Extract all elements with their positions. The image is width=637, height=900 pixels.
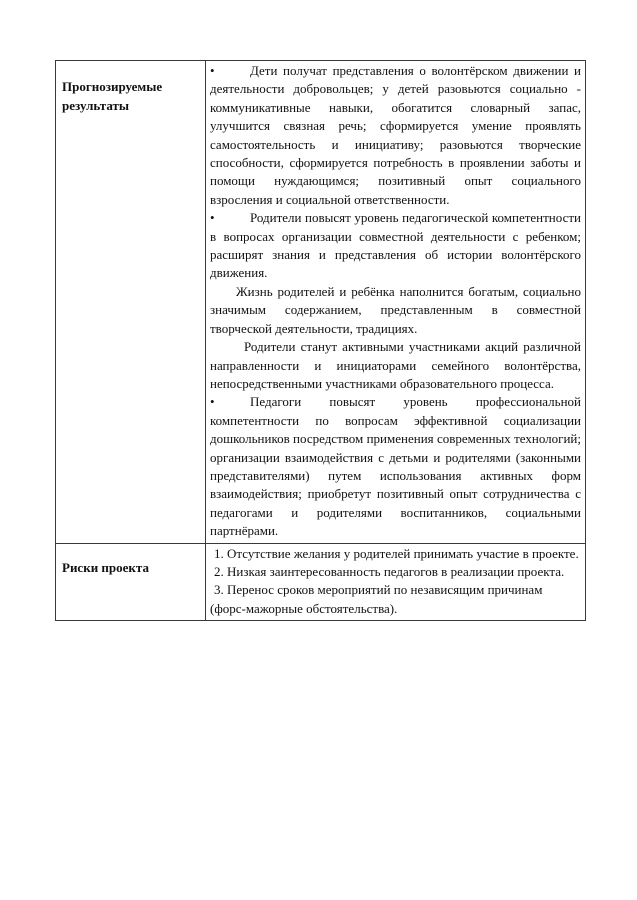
bullet-icon: • [210, 394, 215, 410]
results-text-family-life: Жизнь родителей и ребёнка наполнится богатым, социально значимым содержанием, представленным в совместной творческой деятельности, традициях. [210, 283, 581, 336]
table-row-risks [56, 543, 586, 621]
risk-item: 3. Перенос сроков мероприятий по независящим причинам (форс-мажорные обстоятельства). [210, 582, 543, 616]
results-text-teachers: Педагоги повысят уровень профессиональной компетентности по вопросам эффективной социализации дошкольников посредством применения современных технологий; организации взаимодействия с детьми и родителями (законными представителями) путем использования активных форм взаимодействия; приобретут позитивный опыт сотрудничества с педагогами и родителями воспитанников, социальными партнёрами. [210, 394, 581, 539]
results-text-children: Дети получат представления о волонтёрском движении и деятельности добровольцев; у детей разовьются социально - коммуникативные навыки, обогатится словарный запас, улучшится связная речь; сформируется умение проявлять самостоятельность и инициативу; разовьются творческие способности, сформируется потребность в проявлении заботы и помощи нуждающимся; позитивный опыт социального взросления и социальной ответственности. [210, 63, 581, 207]
project-table [55, 60, 586, 621]
results-paragraph-parents-active [210, 338, 581, 393]
row-content-cell [206, 543, 586, 621]
row-content-cell [206, 61, 586, 544]
row-label-results: Прогнозируемые результаты [62, 79, 163, 113]
results-paragraph-teachers [210, 393, 581, 540]
results-paragraph-parents [210, 209, 581, 283]
table-row-results [56, 61, 586, 544]
bullet-icon: • [210, 63, 215, 78]
row-label-cell [56, 61, 206, 544]
bullet-icon: • [210, 210, 215, 226]
row-label-risks: Риски проекта [62, 559, 149, 575]
results-text-parents: Родители повысят уровень педагогической компетентности в вопросах организации совместной деятельности с ребенком; расширят знания и представления об истории волонтёрского движения. [210, 210, 581, 281]
risk-item: 2. Низкая заинтересованность педагогов в реализации проекта. [214, 563, 565, 579]
results-paragraph-family-life [210, 283, 581, 338]
results-text-parents-active: Родители станут активными участниками акций различной направленности и инициаторами семейного волонтёрства, непосредственными участниками образовательного процесса. [210, 339, 581, 391]
row-label-cell [56, 543, 206, 621]
results-paragraph-children [210, 62, 581, 209]
risk-item: 1. Отсутствие желания у родителей принимать участие в проекте. [214, 545, 579, 561]
